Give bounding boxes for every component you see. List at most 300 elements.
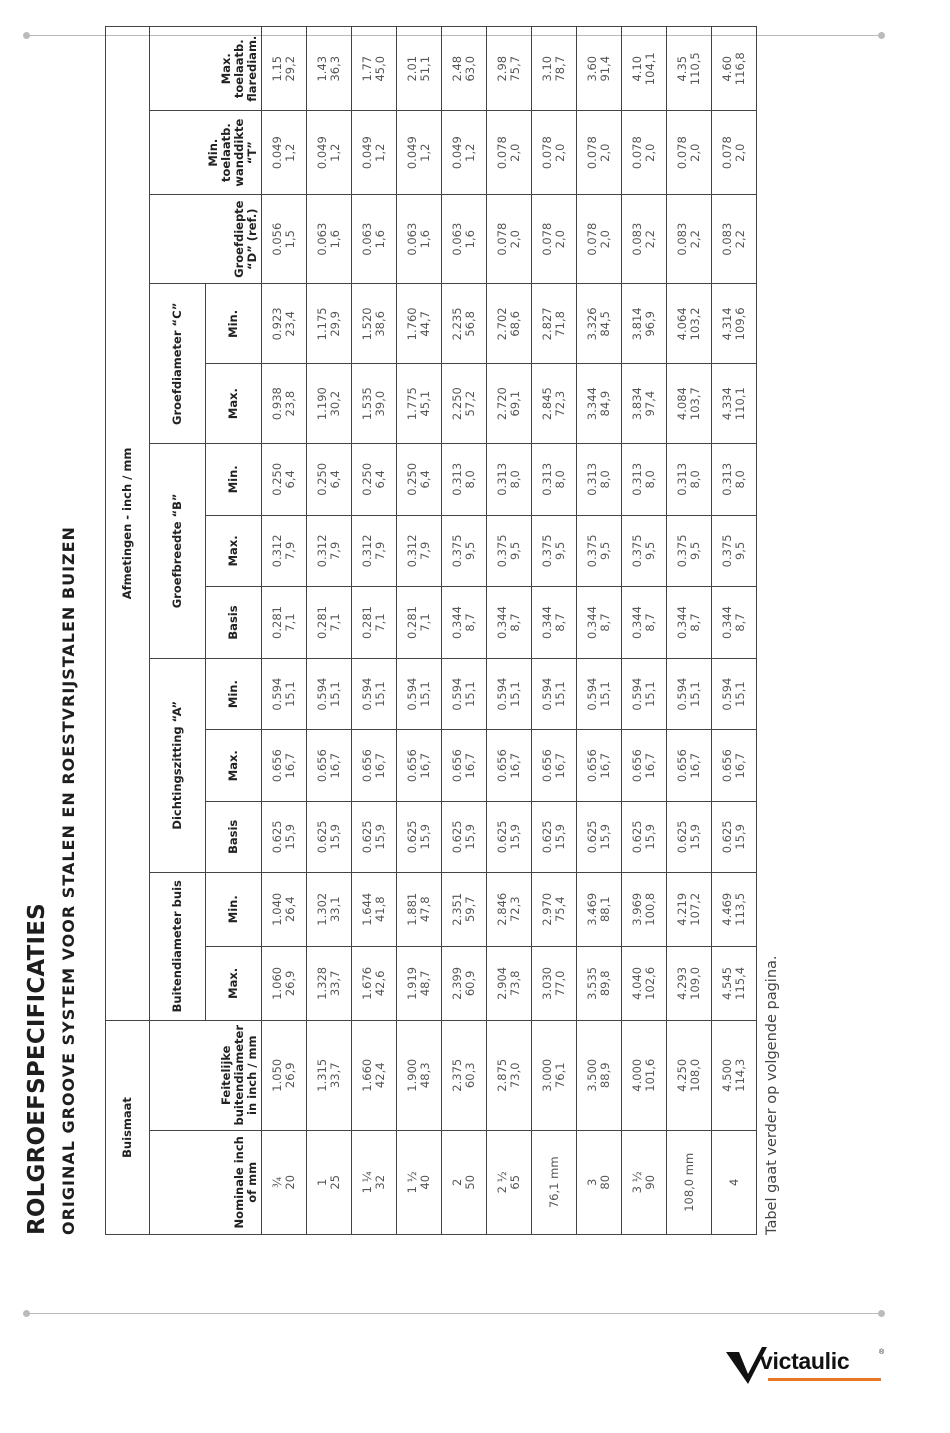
cell-value-mm: 15,1 bbox=[373, 681, 387, 707]
table-cell bbox=[532, 658, 577, 730]
cell-value-mm: 8,0 bbox=[553, 470, 567, 489]
table-cell bbox=[532, 587, 577, 659]
cell-value: 1 ¼ bbox=[360, 1171, 374, 1194]
cell-value-mm: 8,0 bbox=[463, 470, 477, 489]
table-cell bbox=[442, 1020, 487, 1130]
table-cell bbox=[352, 515, 397, 587]
cell-value-inch: 3.500 bbox=[585, 1058, 599, 1092]
cell-value-inch: 0.594 bbox=[405, 677, 419, 711]
cell-value-inch: 0.594 bbox=[540, 677, 554, 711]
table-cell bbox=[712, 444, 757, 516]
cell-value-mm: 75,4 bbox=[553, 896, 567, 923]
cell-value-inch: 0.049 bbox=[360, 136, 374, 170]
cell-value-mm: 23,4 bbox=[283, 311, 297, 337]
table-cell bbox=[307, 1020, 352, 1130]
cell-value-inch: 2.250 bbox=[450, 387, 464, 421]
table-cell bbox=[442, 946, 487, 1020]
cell-value-inch: 0.594 bbox=[360, 677, 374, 711]
cell-value-inch: 0.375 bbox=[720, 534, 734, 568]
cell-value-inch: 0.594 bbox=[450, 677, 464, 711]
cell-value-mm: 15,9 bbox=[688, 824, 702, 850]
header-dichtingszitting: Dichtingszitting “A” bbox=[150, 658, 206, 872]
cell-value-mm: 33,1 bbox=[328, 896, 342, 923]
table-cell bbox=[307, 27, 352, 111]
cell-value-inch: 0.083 bbox=[630, 222, 644, 256]
table-cell bbox=[577, 194, 622, 284]
cell-value-mm: 110,1 bbox=[733, 387, 747, 421]
table-cell bbox=[487, 444, 532, 516]
table-cell bbox=[397, 730, 442, 802]
table-cell bbox=[532, 284, 577, 364]
cell-value-inch: 1.881 bbox=[405, 892, 419, 926]
table-cell bbox=[352, 27, 397, 111]
table-cell bbox=[487, 801, 532, 872]
table-cell bbox=[487, 1020, 532, 1130]
table-cell bbox=[262, 1020, 307, 1130]
cell-value-mm: 7,9 bbox=[373, 541, 387, 561]
rotated-content bbox=[24, 26, 784, 1290]
table-cell bbox=[352, 364, 397, 444]
cell-value-inch: 0.656 bbox=[270, 749, 284, 783]
cell-value-mm: 73,0 bbox=[508, 1062, 522, 1089]
cell-value-mm: 15,1 bbox=[418, 681, 432, 707]
table-cell bbox=[577, 946, 622, 1020]
table-cell bbox=[712, 801, 757, 872]
cell-value-inch: 0.344 bbox=[495, 606, 509, 639]
cell-value-inch: 0.656 bbox=[720, 749, 734, 783]
table-cell bbox=[667, 946, 712, 1020]
table-cell bbox=[262, 194, 307, 284]
cell-value-mm: 23,8 bbox=[283, 390, 297, 417]
cell-value-mm: 48,3 bbox=[418, 1062, 432, 1089]
cell-value-inch: 4.293 bbox=[675, 966, 689, 1000]
cell-value-inch: 0.625 bbox=[585, 820, 599, 854]
header-c-max: Max. bbox=[206, 364, 262, 444]
cell-value: 3 ½ bbox=[630, 1171, 644, 1194]
cell-value-inch: 0.656 bbox=[405, 749, 419, 783]
cell-value-inch: 0.313 bbox=[630, 462, 644, 496]
cell-value-inch: 0.625 bbox=[405, 820, 419, 854]
cell-value-inch: 2.845 bbox=[540, 387, 554, 421]
cell-nominal bbox=[487, 1130, 532, 1234]
table-cell bbox=[577, 284, 622, 364]
table-cell bbox=[667, 658, 712, 730]
cell-value-mm: 6,4 bbox=[373, 470, 387, 489]
table-cell bbox=[577, 444, 622, 516]
table-cell bbox=[487, 946, 532, 1020]
logo-registered-mark: ® bbox=[879, 1349, 885, 1356]
cell-value: 4 bbox=[726, 1178, 741, 1186]
cell-value-inch: 0.375 bbox=[630, 534, 644, 568]
cell-value-inch: 0.281 bbox=[360, 606, 374, 639]
table-cell bbox=[667, 1020, 712, 1130]
cell-value-mm: 91,4 bbox=[598, 55, 612, 82]
cell-value-mm: 2,2 bbox=[688, 230, 702, 249]
cell-value: 1 bbox=[315, 1178, 329, 1186]
table-cell bbox=[262, 730, 307, 802]
table-cell bbox=[667, 364, 712, 444]
cell-value-inch: 0.594 bbox=[720, 677, 734, 711]
cell-value-inch: 0.056 bbox=[270, 222, 284, 256]
cell-value-mm: 15,9 bbox=[463, 824, 477, 850]
table-cell bbox=[532, 801, 577, 872]
cell-value-inch: 0.281 bbox=[405, 606, 419, 639]
cell-value-mm: 15,1 bbox=[733, 681, 747, 707]
cell-value-inch: 0.594 bbox=[630, 677, 644, 711]
table-cell bbox=[622, 946, 667, 1020]
cell-value-mm: 7,9 bbox=[418, 541, 432, 561]
cell-value-mm: 8,7 bbox=[643, 613, 657, 632]
table-cell bbox=[712, 284, 757, 364]
cell-value-mm: 68,6 bbox=[508, 311, 522, 337]
cell-nominal bbox=[667, 1130, 712, 1234]
cell-value-mm: 9,5 bbox=[643, 541, 657, 561]
cell-value-inch: 0.375 bbox=[540, 534, 554, 568]
cell-value-inch: 1.328 bbox=[315, 966, 329, 1000]
table-cell bbox=[397, 515, 442, 587]
cell-value-inch: 2.702 bbox=[495, 307, 509, 341]
cell-value: 2 bbox=[450, 1178, 464, 1186]
header-buismaat: Buismaat bbox=[106, 1020, 150, 1234]
cell-value-inch: 0.625 bbox=[630, 820, 644, 854]
cell-value-mm: 1,6 bbox=[373, 230, 387, 249]
cell-value-mm: 1,2 bbox=[418, 143, 432, 162]
cell-value-inch: 2.827 bbox=[540, 307, 554, 341]
cell-value-mm: 26,9 bbox=[283, 970, 297, 997]
cell-value-inch: 0.312 bbox=[315, 534, 329, 568]
table-cell bbox=[532, 364, 577, 444]
cell-value-inch: 1.900 bbox=[405, 1058, 419, 1092]
table-cell bbox=[487, 284, 532, 364]
cell-value-mm: 59,7 bbox=[463, 896, 477, 923]
cell-value-mm: 72,3 bbox=[553, 390, 567, 417]
cell-value-inch: 0.078 bbox=[540, 136, 554, 170]
cell-value-inch: 0.344 bbox=[450, 606, 464, 639]
cell-value-mm: 16,7 bbox=[643, 752, 657, 779]
header-c-min: Min. bbox=[206, 284, 262, 364]
table-cell bbox=[397, 111, 442, 194]
cell-value-mm: 15,1 bbox=[508, 681, 522, 707]
cell-value-mm: 8,0 bbox=[643, 470, 657, 489]
cell-value-mm: 45,1 bbox=[418, 390, 432, 417]
cell-value-inch: 0.063 bbox=[450, 222, 464, 256]
cell-value-mm: 29,9 bbox=[328, 311, 342, 337]
cell-value-mm: 6,4 bbox=[283, 470, 297, 489]
cell-value-mm: 15,9 bbox=[553, 824, 567, 850]
table-cell bbox=[442, 111, 487, 194]
cell-value-inch: 0.078 bbox=[495, 136, 509, 170]
cell-value-inch: 0.375 bbox=[450, 534, 464, 568]
continuation-note: Tabel gaat verder op volgende pagina. bbox=[764, 955, 780, 1235]
cell-nominal bbox=[307, 1130, 352, 1234]
cell-value-inch: 4.040 bbox=[630, 966, 644, 1000]
cell-value-inch: 0.312 bbox=[270, 534, 284, 568]
cell-value-inch: 3.60 bbox=[585, 55, 599, 82]
cell-value-inch: 0.625 bbox=[540, 820, 554, 854]
table-cell bbox=[667, 444, 712, 516]
cell-value-inch: 1.760 bbox=[405, 307, 419, 341]
cell-value-mm: 103,2 bbox=[688, 307, 702, 341]
cell-value-inch: 2.351 bbox=[450, 892, 464, 926]
table-cell bbox=[442, 515, 487, 587]
table-cell bbox=[262, 658, 307, 730]
cell-value-mm: 16,7 bbox=[508, 752, 522, 779]
cell-value-mm: 1,6 bbox=[418, 230, 432, 249]
cell-value-mm: 107,2 bbox=[688, 892, 702, 926]
cell-value-mm: 16,7 bbox=[418, 752, 432, 779]
cell-value-mm: 7,9 bbox=[328, 541, 342, 561]
cell-value-mm: 2,0 bbox=[553, 143, 567, 162]
cell-value-mm: 2,0 bbox=[598, 143, 612, 162]
table-cell bbox=[712, 946, 757, 1020]
cell-value: 2 ½ bbox=[495, 1171, 509, 1194]
table-cell bbox=[352, 658, 397, 730]
table-cell bbox=[712, 515, 757, 587]
table-cell bbox=[307, 194, 352, 284]
cell-value-inch: 2.970 bbox=[540, 892, 554, 926]
table-cell bbox=[442, 730, 487, 802]
cell-value-mm: 33,7 bbox=[328, 1062, 342, 1089]
cell-value-inch: 2.846 bbox=[495, 892, 509, 926]
cell-value-mm: 47,8 bbox=[418, 896, 432, 923]
table-cell bbox=[532, 194, 577, 284]
table-cell bbox=[487, 730, 532, 802]
cell-value-mm: 16,7 bbox=[553, 752, 567, 779]
cell-value-inch: 0.375 bbox=[675, 534, 689, 568]
cell-value-inch: 0.063 bbox=[360, 222, 374, 256]
cell-value: ¾ bbox=[270, 1176, 284, 1188]
table-cell bbox=[667, 111, 712, 194]
table-cell bbox=[397, 946, 442, 1020]
cell-value-inch: 3.030 bbox=[540, 966, 554, 1000]
cell-value-inch: 0.313 bbox=[720, 462, 734, 496]
cell-nominal bbox=[622, 1130, 667, 1234]
cell-nominal bbox=[577, 1130, 622, 1234]
header-feitelijke: Feitelijke buitendiameter in inch / mm bbox=[150, 1020, 262, 1130]
cell-value-inch: 4.314 bbox=[720, 307, 734, 341]
cell-value-mm: 38,6 bbox=[373, 311, 387, 337]
cell-value-mm: 104,1 bbox=[643, 52, 657, 86]
table-row bbox=[487, 27, 532, 1235]
table-cell bbox=[622, 801, 667, 872]
cell-value-inch: 0.938 bbox=[270, 387, 284, 421]
cell-value-mm: 60,9 bbox=[463, 970, 477, 997]
cell-value-mm: 71,8 bbox=[553, 311, 567, 337]
cell-value-mm: 15,9 bbox=[373, 824, 387, 850]
cell-value-inch: 0.656 bbox=[540, 749, 554, 783]
cell-nominal bbox=[712, 1130, 757, 1234]
header-a-min: Min. bbox=[206, 658, 262, 730]
cell-value-inch: 2.904 bbox=[495, 966, 509, 1000]
cell-value-mm: 8,0 bbox=[508, 470, 522, 489]
cell-value-mm: 15,1 bbox=[553, 681, 567, 707]
cell-value-inch: 1.040 bbox=[270, 892, 284, 926]
table-cell bbox=[667, 801, 712, 872]
cell-value-inch: 4.000 bbox=[630, 1058, 644, 1092]
table-cell bbox=[487, 364, 532, 444]
table-cell bbox=[352, 587, 397, 659]
cell-value-inch: 3.834 bbox=[630, 387, 644, 421]
cell-value-mm: 45,0 bbox=[373, 55, 387, 82]
table-cell bbox=[442, 27, 487, 111]
header-a-max: Max. bbox=[206, 730, 262, 802]
header-buitendiameter: Buitendiameter buis bbox=[150, 872, 206, 1020]
victaulic-logo bbox=[724, 1344, 888, 1386]
table-cell bbox=[352, 444, 397, 516]
cell-value-mm: 1,6 bbox=[328, 230, 342, 249]
cell-value-mm: 69,1 bbox=[508, 390, 522, 417]
cell-value-inch: 0.250 bbox=[405, 462, 419, 496]
cell-value-inch: 4.500 bbox=[720, 1058, 734, 1092]
cell-value-mm: 108,0 bbox=[688, 1058, 702, 1092]
cell-value-mm: 77,0 bbox=[553, 970, 567, 997]
table-cell bbox=[532, 872, 577, 946]
table-cell bbox=[397, 194, 442, 284]
cell-value-mm: 15,1 bbox=[328, 681, 342, 707]
cell-value-inch: 3.326 bbox=[585, 307, 599, 341]
table-cell bbox=[577, 730, 622, 802]
cell-value-inch: 0.078 bbox=[585, 136, 599, 170]
cell-value-mm: 1,2 bbox=[373, 143, 387, 162]
cell-value-mm: 6,4 bbox=[328, 470, 342, 489]
cell-value-inch: 0.344 bbox=[630, 606, 644, 639]
table-row bbox=[397, 27, 442, 1235]
cell-value-mm: 2,2 bbox=[733, 230, 747, 249]
table-cell bbox=[667, 872, 712, 946]
cell-value-mm: 51,1 bbox=[418, 55, 432, 82]
table-cell bbox=[397, 444, 442, 516]
cell-value-mm: 26,4 bbox=[283, 896, 297, 923]
table-cell bbox=[397, 27, 442, 111]
cell-value-inch: 0.375 bbox=[585, 534, 599, 568]
table-cell bbox=[307, 444, 352, 516]
cell-value-mm: 42,6 bbox=[373, 970, 387, 997]
table-cell bbox=[667, 27, 712, 111]
cell-value: 1 ½ bbox=[405, 1171, 419, 1194]
table-cell bbox=[622, 872, 667, 946]
table-row bbox=[352, 27, 397, 1235]
cell-value-inch: 4.545 bbox=[720, 966, 734, 1000]
table-cell bbox=[307, 730, 352, 802]
cell-value-inch: 0.063 bbox=[405, 222, 419, 256]
table-cell bbox=[487, 872, 532, 946]
cell-value-mm: 1,6 bbox=[463, 230, 477, 249]
table-row bbox=[712, 27, 757, 1235]
cell-value-mm: 15,1 bbox=[643, 681, 657, 707]
cell-value-inch: 4.219 bbox=[675, 892, 689, 926]
cell-value-mm: 116,8 bbox=[733, 52, 747, 86]
cell-value-mm: 15,9 bbox=[328, 824, 342, 850]
cell-value-inch: 0.625 bbox=[675, 820, 689, 854]
table-body bbox=[262, 27, 757, 1235]
table-cell bbox=[532, 1020, 577, 1130]
table-cell bbox=[352, 111, 397, 194]
table-cell bbox=[622, 587, 667, 659]
table-cell bbox=[487, 194, 532, 284]
logo-wordmark: victaulic bbox=[760, 1348, 850, 1374]
cell-value-mm: 9,5 bbox=[733, 541, 747, 561]
cell-value-mm: 30,2 bbox=[328, 390, 342, 417]
table-cell bbox=[577, 872, 622, 946]
header-wanddikte: Min. toelaatb. wanddikte “T” bbox=[150, 111, 262, 194]
cell-value-inch: 2.399 bbox=[450, 966, 464, 1000]
cell-value-mm: 78,7 bbox=[553, 55, 567, 82]
table-cell bbox=[262, 946, 307, 1020]
table-cell bbox=[442, 444, 487, 516]
cell-value-inch: 0.078 bbox=[675, 136, 689, 170]
cell-value-mm: 9,5 bbox=[463, 541, 477, 561]
cell-nominal bbox=[352, 1130, 397, 1234]
cell-value-inch: 0.656 bbox=[675, 749, 689, 783]
cell-value-inch: 0.594 bbox=[585, 677, 599, 711]
table-row bbox=[622, 27, 667, 1235]
cell-value-inch: 1.315 bbox=[315, 1058, 329, 1092]
cell-value-mm: 15,1 bbox=[283, 681, 297, 707]
header-afmetingen: Afmetingen - inch / mm bbox=[106, 27, 150, 1021]
header-groefdiepte: Groefdiepte “D” (ref.) bbox=[150, 194, 262, 284]
cell-value-inch: 0.250 bbox=[360, 462, 374, 496]
cell-value-mm: 15,1 bbox=[598, 681, 612, 707]
cell-value-mm: 75,7 bbox=[508, 55, 522, 82]
cell-value-mm: 97,4 bbox=[643, 390, 657, 417]
cell-value-mm: 48,7 bbox=[418, 970, 432, 997]
cell-value-inch: 0.594 bbox=[315, 677, 329, 711]
table-cell bbox=[712, 364, 757, 444]
cell-value-inch: 2.235 bbox=[450, 307, 464, 341]
cell-value-inch: 3.000 bbox=[540, 1058, 554, 1092]
bottom-divider bbox=[26, 1313, 882, 1314]
table-cell bbox=[712, 27, 757, 111]
cell-value-mm: 73,8 bbox=[508, 970, 522, 997]
cell-value: 108,0 mm bbox=[681, 1152, 696, 1212]
cell-value-inch: 0.313 bbox=[585, 462, 599, 496]
cell-value-mm: 1,2 bbox=[463, 143, 477, 162]
cell-value-inch: 0.078 bbox=[585, 222, 599, 256]
cell-value-mm: 41,8 bbox=[373, 896, 387, 923]
cell-value-inch: 1.660 bbox=[360, 1058, 374, 1092]
cell-value-inch: 4.10 bbox=[630, 55, 644, 82]
table-cell bbox=[397, 1020, 442, 1130]
table-cell bbox=[712, 872, 757, 946]
cell-value-mm: 109,0 bbox=[688, 966, 702, 1000]
cell-value-inch: 3.969 bbox=[630, 892, 644, 926]
table-cell bbox=[262, 284, 307, 364]
cell-value-inch: 0.078 bbox=[540, 222, 554, 256]
cell-value-inch: 2.720 bbox=[495, 387, 509, 421]
table-cell bbox=[442, 194, 487, 284]
cell-value-inch: 0.656 bbox=[360, 749, 374, 783]
cell-value-mm: 36,3 bbox=[328, 55, 342, 82]
table-cell bbox=[262, 515, 307, 587]
table-cell bbox=[307, 801, 352, 872]
cell-value: 90 bbox=[643, 1174, 657, 1190]
cell-value-mm: 7,1 bbox=[283, 613, 297, 632]
cell-value-mm: 16,7 bbox=[463, 752, 477, 779]
table-row bbox=[577, 27, 622, 1235]
table-cell bbox=[532, 27, 577, 111]
cell-value-inch: 0.625 bbox=[270, 820, 284, 854]
table-cell bbox=[442, 872, 487, 946]
cell-value-mm: 84,9 bbox=[598, 390, 612, 417]
table-cell bbox=[487, 111, 532, 194]
cell-value-inch: 0.250 bbox=[270, 462, 284, 496]
table-cell bbox=[667, 194, 712, 284]
cell-value-inch: 4.334 bbox=[720, 387, 734, 421]
cell-value-mm: 76,1 bbox=[553, 1062, 567, 1089]
cell-value-inch: 0.656 bbox=[450, 749, 464, 783]
header-nominale: Nominale inch of mm bbox=[150, 1130, 262, 1234]
cell-value-inch: 0.049 bbox=[405, 136, 419, 170]
